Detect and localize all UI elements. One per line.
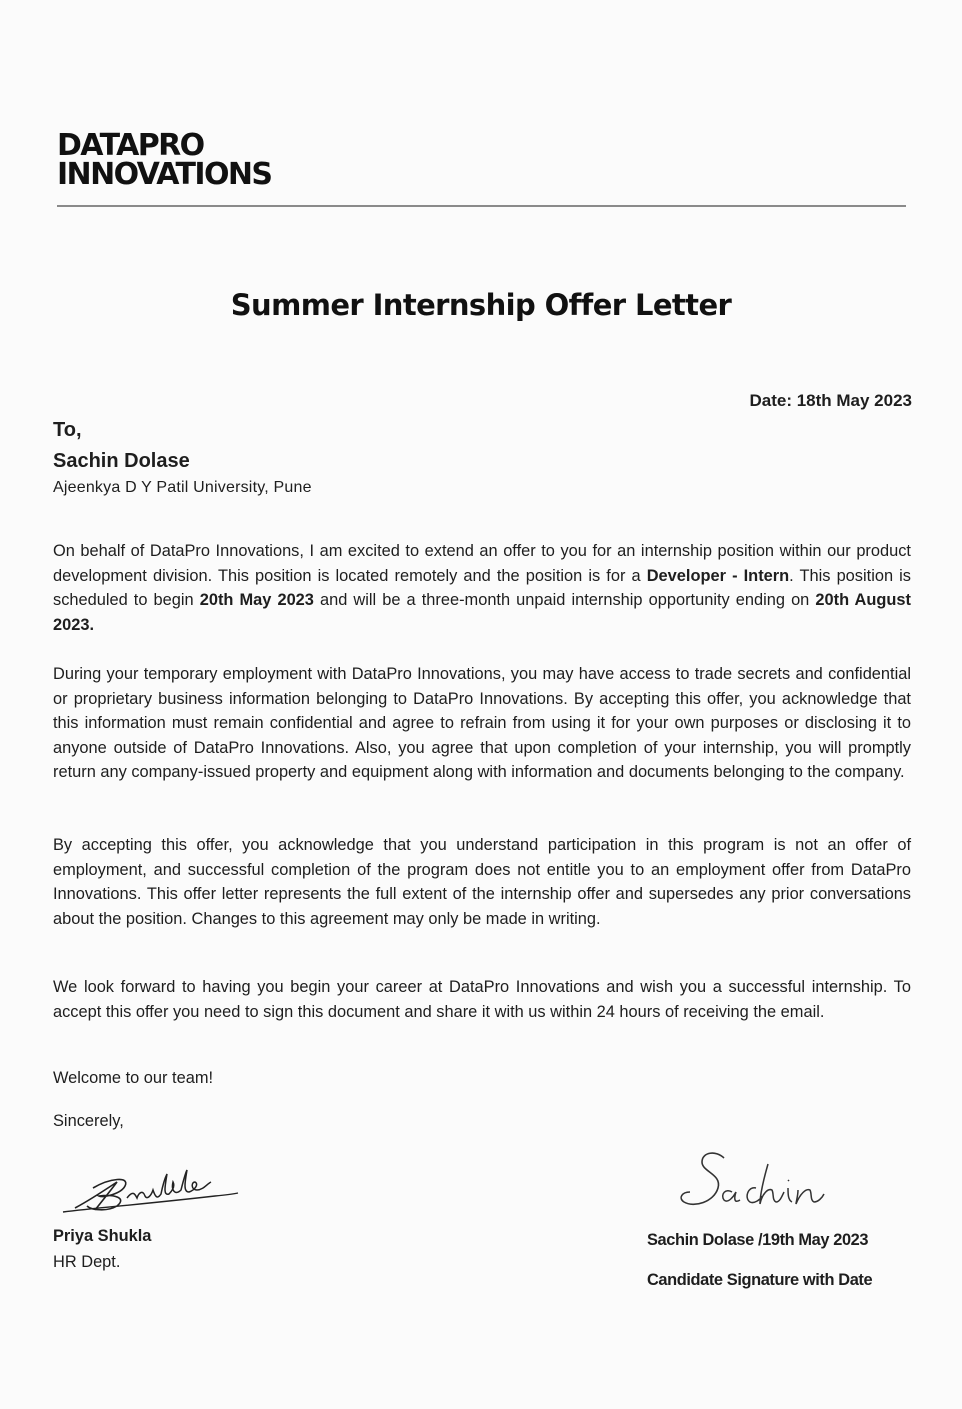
logo-line-2: INNOVATIONS	[57, 157, 272, 192]
paragraph-terms: By accepting this offer, you acknowledge that you understand participation in this program is not an offer of employment, and successful completion of the program does not entitle you to an employment offer from DataPro Innovations. This offer letter represents the full extent of the internship offer and supersedes any prior conversations about the position. Changes to this agreement may only be made in writing.	[53, 836, 911, 928]
letter-title: Summer Internship Offer Letter	[230, 288, 732, 322]
letter-date: Date: 18th May 2023	[749, 391, 912, 410]
offer-text-3: and will be a three-month unpaid internship opportunity ending on	[313, 591, 816, 610]
sender-name: Priya Shukla	[53, 1227, 152, 1245]
closing: Sincerely,	[53, 1112, 124, 1130]
candidate-signature	[672, 1148, 832, 1216]
paragraph-offer	[53, 539, 911, 637]
logo-line-1: DATAPRO	[57, 128, 204, 163]
offer-end-date: 20th August 2023.	[53, 591, 911, 634]
offer-start-date: 20th May 2023	[199, 591, 314, 610]
offer-role: Developer - Intern	[646, 566, 790, 585]
salutation: To,	[53, 419, 82, 441]
paragraph-confidentiality: During your temporary employment with DataPro Innovations, you may have access to trade secrets and confidential or proprietary business information belonging to DataPro Innovations. By accepting this offer, you acknowledge that this information must remain confidential and agree to refrain from using it for your own purposes or disclosing it to anyone outside of DataPro Innovations. Also, you agree that upon completion of your internship, you will promptly return any company-issued property and equipment along with information and documents belonging to the company.	[53, 665, 911, 782]
candidate-name-date: Sachin Dolase /19th May 2023	[647, 1231, 869, 1249]
candidate-signature-label: Candidate Signature with Date	[647, 1271, 873, 1289]
recipient-name: Sachin Dolase	[53, 450, 190, 472]
company-logo	[57, 128, 272, 192]
recipient-institution: Ajeenkya D Y Patil University, Pune	[53, 479, 312, 496]
welcome-line: Welcome to our team!	[53, 1069, 214, 1087]
sender-dept: HR Dept.	[53, 1253, 121, 1271]
offer-text-2: . This position is scheduled to begin	[53, 566, 911, 610]
header-divider	[57, 205, 906, 207]
paragraph-acceptance: We look forward to having you begin your career at DataPro Innovations and wish you a successful internship. To accept this offer you need to sign this document and share it with us within 24 hours of receiving the email.	[53, 978, 911, 1021]
hr-signature	[55, 1160, 240, 1220]
offer-text-1: On behalf of DataPro Innovations, I am excited to extend an offer to you for an internship position within our product development division. This position is located remotely and the position is for a	[53, 542, 911, 585]
